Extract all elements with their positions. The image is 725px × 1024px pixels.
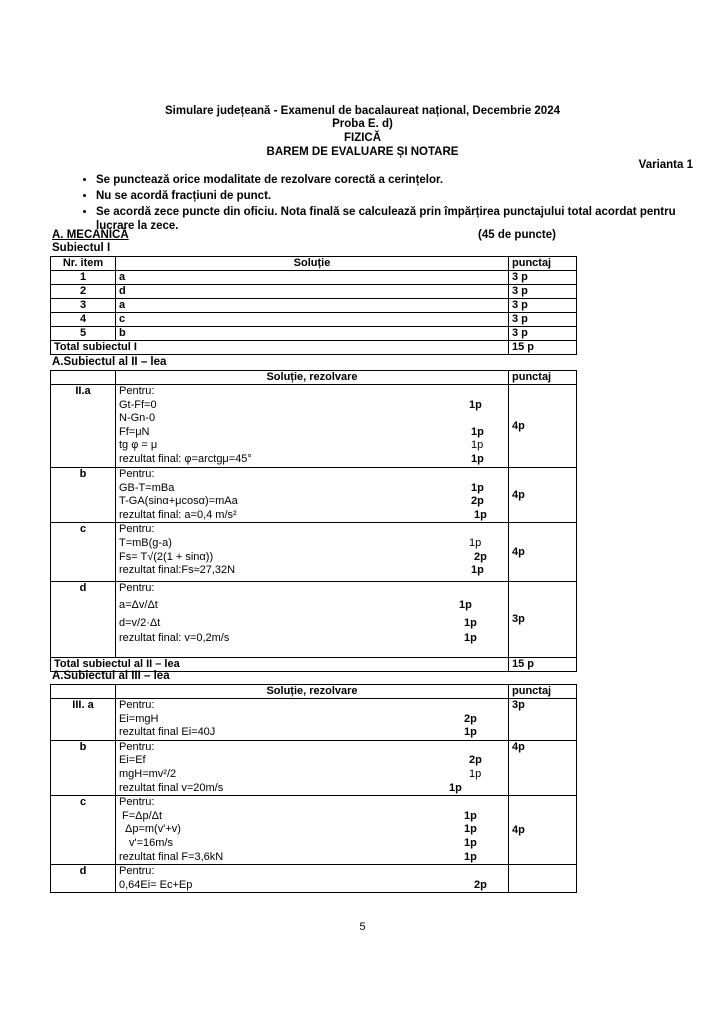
item-points: 3 p	[509, 327, 577, 341]
note-item: • Nu se acordă fracțiuni de punct.	[96, 189, 696, 203]
solution-cell: Pentru: 0,64Ei= Ec+Ep 2p	[116, 865, 509, 893]
solution-cell: Pentru: GB-T=mBa 1p T-GA(sinα+μcosα)=mAa 2p rezultat final: a=0,4 m/s² 1p	[116, 468, 509, 523]
header-points: punctaj	[509, 371, 577, 385]
note-item: • Se acordă zece puncte din oficiu. Nota finală se calculează prin împărțirea punctajului total acordat pentru lucrare la zece.	[96, 205, 696, 233]
subiect2-label: A.Subiectul al II – lea	[52, 356, 167, 368]
block-a	[51, 385, 577, 468]
block-points: 4p	[509, 523, 577, 582]
block-d	[51, 582, 577, 658]
item-answer: b	[116, 327, 509, 341]
item-number: 1	[51, 271, 116, 285]
item-answer: c	[116, 313, 509, 327]
table-header-row	[51, 685, 577, 699]
item-number: 4	[51, 313, 116, 327]
solution-cell: Pentru: Ei=mgH 2p rezultat final Ei=40J 1p	[116, 699, 509, 741]
item-points: 3 p	[509, 285, 577, 299]
variant-label: Varianta 1	[638, 159, 693, 171]
total-points: 15 p	[509, 658, 577, 672]
header-points: punctaj	[509, 257, 577, 271]
section-title: A. MECANICĂ	[52, 229, 129, 241]
subiect2-table	[50, 370, 577, 672]
block-b	[51, 740, 577, 795]
item-answer: d	[116, 285, 509, 299]
total-row	[51, 341, 577, 355]
note-item: • Se punctează orice modalitate de rezolvare corectă a cerințelor.	[96, 173, 696, 187]
subiect3-table	[50, 684, 577, 893]
table-header-row	[51, 257, 577, 271]
block-points: 4p	[509, 385, 577, 468]
block-c	[51, 523, 577, 582]
block-points: 3p	[509, 699, 577, 741]
subiect1-label: Subiectul I	[52, 242, 111, 254]
header-title: Simulare județeană - Examenul de bacalaureat național, Decembrie 2024	[165, 105, 560, 117]
total-label: Total subiectul al II – lea	[51, 658, 509, 672]
item-label: b	[51, 468, 116, 523]
solution-cell: Pentru: Gt-Ff=0 1p N-Gn-0 Ff=μN 1p tg φ = μ 1p rezultat final: φ=arctgμ=45° 1p	[116, 385, 509, 468]
block-b	[51, 468, 577, 523]
table-row	[51, 313, 577, 327]
item-answer: a	[116, 299, 509, 313]
header-points: punctaj	[509, 685, 577, 699]
item-number: 5	[51, 327, 116, 341]
item-label: d	[51, 582, 116, 658]
item-label: III. a	[51, 699, 116, 741]
item-label: b	[51, 740, 116, 795]
header-proba: Proba E. d)	[332, 118, 393, 130]
item-points: 3 p	[509, 299, 577, 313]
item-points: 3 p	[509, 313, 577, 327]
block-d	[51, 865, 577, 893]
table-row	[51, 327, 577, 341]
header-solution: Soluție, rezolvare	[116, 371, 509, 385]
block-points: 4p	[509, 796, 577, 865]
solution-cell: Pentru: a=Δv/Δt 1p d=v/2·Δt 1p rezultat final: v=0,2m/s 1p	[116, 582, 509, 658]
item-label: c	[51, 796, 116, 865]
item-label: c	[51, 523, 116, 582]
subiect3-label: A.Subiectul al III – lea	[52, 670, 170, 682]
solution-cell: Pentru: Ei=Ef 2p mgH=mv²/2 1p rezultat final v=20m/s 1p	[116, 740, 509, 795]
solution-cell: Pentru: F=Δp/Δt 1p Δp=m(v'+v) 1p v'=16m/s 1p rezultat final F=3,6kN 1p	[116, 796, 509, 865]
block-points: 4p	[509, 468, 577, 523]
solution-cell: Pentru: T=mB(g-a) 1p Fs= T√(2(1 + sinα)) 2p rezultat final:Fs≈27,32N 1p	[116, 523, 509, 582]
item-label: II.a	[51, 385, 116, 468]
table-header-row	[51, 371, 577, 385]
item-number: 2	[51, 285, 116, 299]
header-subject: FIZICĂ	[343, 132, 382, 144]
page-number: 5	[359, 921, 366, 933]
block-points: 4p	[509, 740, 577, 795]
block-a	[51, 699, 577, 741]
header-solution: Soluție, rezolvare	[116, 685, 509, 699]
block-points	[509, 865, 577, 893]
subiect1-table	[50, 256, 577, 355]
header-solution: Soluție	[116, 257, 509, 271]
table-row	[51, 299, 577, 313]
item-points: 3 p	[509, 271, 577, 285]
total-label: Total subiectul I	[51, 341, 509, 355]
item-label: d	[51, 865, 116, 893]
block-points: 3p	[509, 582, 577, 658]
header-item: Nr. item	[51, 257, 116, 271]
table-row	[51, 271, 577, 285]
item-answer: a	[116, 271, 509, 285]
section-points: (45 de puncte)	[478, 229, 556, 241]
item-number: 3	[51, 299, 116, 313]
table-row	[51, 285, 577, 299]
header-barem: BAREM DE EVALUARE ȘI NOTARE	[266, 146, 459, 158]
block-c	[51, 796, 577, 865]
grading-notes	[74, 173, 696, 235]
total-points: 15 p	[509, 341, 577, 355]
